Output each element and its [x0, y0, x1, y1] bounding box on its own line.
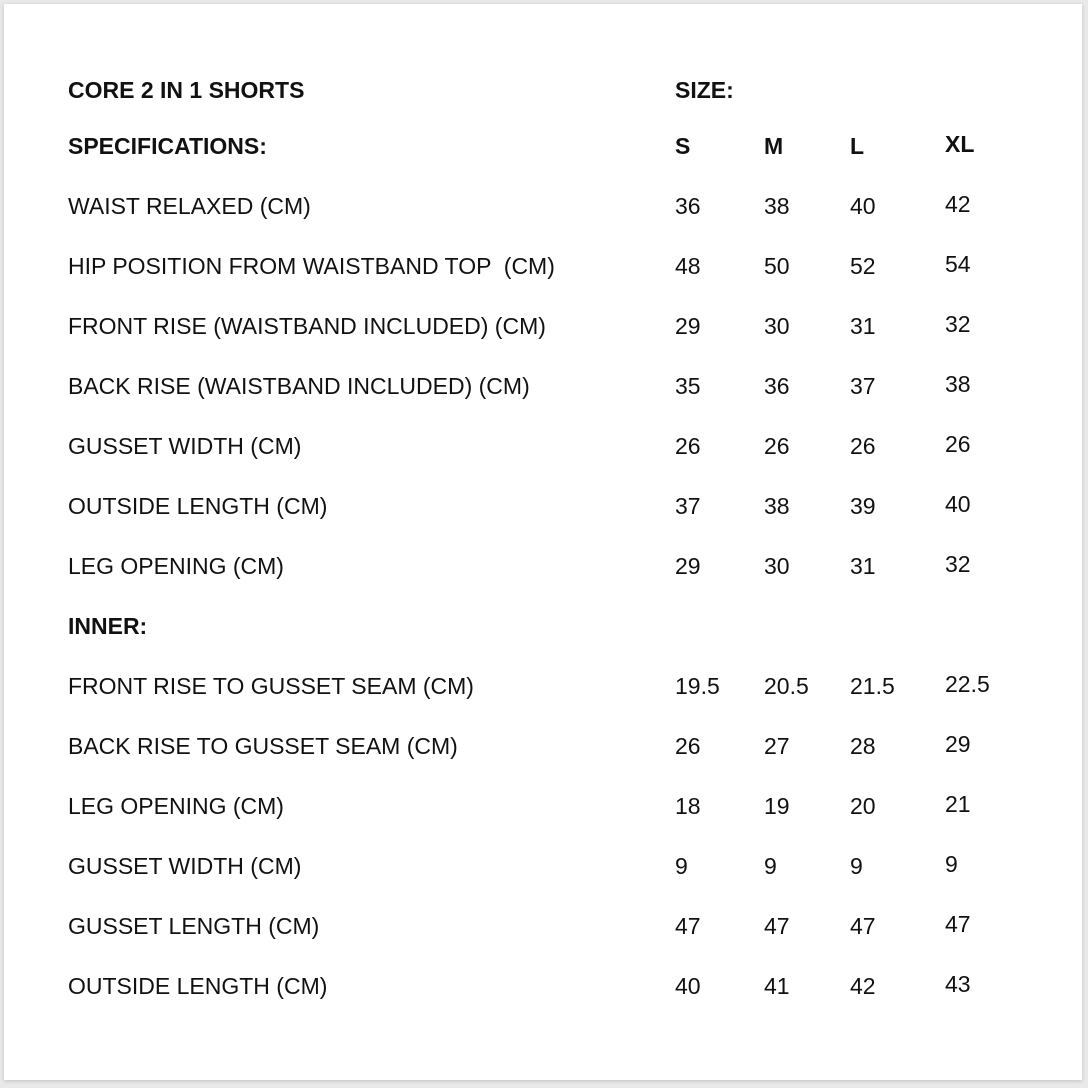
value-s: 47: [675, 913, 701, 939]
value-l: 52: [850, 253, 876, 279]
value-s: 48: [675, 253, 701, 279]
table-row: [68, 491, 1048, 521]
table-row: [68, 431, 1048, 461]
value-xl: 40: [945, 491, 971, 517]
value-xl: 32: [945, 551, 971, 577]
value-m: 38: [764, 493, 790, 519]
row-label: FRONT RISE (WAISTBAND INCLUDED) (CM): [68, 313, 546, 339]
row-label: FRONT RISE TO GUSSET SEAM (CM): [68, 673, 474, 699]
value-s: 29: [675, 313, 701, 339]
value-s: 35: [675, 373, 701, 399]
value-m: 47: [764, 913, 790, 939]
value-xl: 54: [945, 251, 971, 277]
table-row: [68, 191, 1048, 221]
table-row: [68, 251, 1048, 281]
value-s: 40: [675, 973, 701, 999]
value-s: 26: [675, 433, 701, 459]
table-row: [68, 791, 1048, 821]
value-m: 26: [764, 433, 790, 459]
value-s: 9: [675, 853, 688, 879]
table-row: [68, 971, 1048, 1001]
row-label: HIP POSITION FROM WAISTBAND TOP (CM): [68, 253, 555, 279]
value-m: 30: [764, 553, 790, 579]
value-m: 41: [764, 973, 790, 999]
value-xl: 42: [945, 191, 971, 217]
value-l: 40: [850, 193, 876, 219]
size-l-header: L: [850, 133, 865, 159]
value-xl: 43: [945, 971, 971, 997]
inner-heading-row: [68, 611, 1048, 641]
value-m: 9: [764, 853, 777, 879]
title-row: [68, 75, 1048, 105]
size-s-header: S: [675, 133, 691, 159]
value-s: 37: [675, 493, 701, 519]
value-s: 18: [675, 793, 701, 819]
row-label: LEG OPENING (CM): [68, 553, 284, 579]
value-xl: 22.5: [945, 671, 990, 697]
spec-heading: SPECIFICATIONS:: [68, 133, 267, 159]
table-row: [68, 911, 1048, 941]
table-row: [68, 851, 1048, 881]
value-l: 42: [850, 973, 876, 999]
value-l: 26: [850, 433, 876, 459]
size-chart-sheet: [4, 4, 1082, 1080]
value-s: 36: [675, 193, 701, 219]
row-label: GUSSET WIDTH (CM): [68, 433, 302, 459]
value-xl: 9: [945, 851, 958, 877]
value-l: 21.5: [850, 673, 895, 699]
table-row: [68, 311, 1048, 341]
value-xl: 21: [945, 791, 971, 817]
table-row: [68, 731, 1048, 761]
size-xl-header: XL: [945, 131, 975, 157]
row-label: OUTSIDE LENGTH (CM): [68, 493, 328, 519]
value-s: 26: [675, 733, 701, 759]
value-m: 20.5: [764, 673, 809, 699]
row-label: GUSSET WIDTH (CM): [68, 853, 302, 879]
size-m-header: M: [764, 133, 784, 159]
row-label: BACK RISE (WAISTBAND INCLUDED) (CM): [68, 373, 530, 399]
table-row: [68, 371, 1048, 401]
value-l: 37: [850, 373, 876, 399]
value-xl: 47: [945, 911, 971, 937]
row-label: OUTSIDE LENGTH (CM): [68, 973, 328, 999]
value-l: 47: [850, 913, 876, 939]
row-label: LEG OPENING (CM): [68, 793, 284, 819]
size-heading: SIZE:: [675, 77, 734, 103]
value-l: 28: [850, 733, 876, 759]
row-label: WAIST RELAXED (CM): [68, 193, 311, 219]
row-label: GUSSET LENGTH (CM): [68, 913, 320, 939]
inner-heading: INNER:: [68, 613, 148, 639]
chart-title: CORE 2 IN 1 SHORTS: [68, 77, 305, 103]
value-m: 38: [764, 193, 790, 219]
spec-header-row: [68, 131, 1048, 161]
value-l: 39: [850, 493, 876, 519]
value-m: 36: [764, 373, 790, 399]
table-row: [68, 551, 1048, 581]
value-m: 27: [764, 733, 790, 759]
value-xl: 26: [945, 431, 971, 457]
value-m: 50: [764, 253, 790, 279]
value-m: 19: [764, 793, 790, 819]
row-label: BACK RISE TO GUSSET SEAM (CM): [68, 733, 458, 759]
value-l: 9: [850, 853, 863, 879]
value-l: 31: [850, 313, 876, 339]
value-xl: 32: [945, 311, 971, 337]
value-l: 20: [850, 793, 876, 819]
value-m: 30: [764, 313, 790, 339]
value-xl: 38: [945, 371, 971, 397]
table-row: [68, 671, 1048, 701]
value-xl: 29: [945, 731, 971, 757]
value-s: 29: [675, 553, 701, 579]
value-l: 31: [850, 553, 876, 579]
value-s: 19.5: [675, 673, 720, 699]
